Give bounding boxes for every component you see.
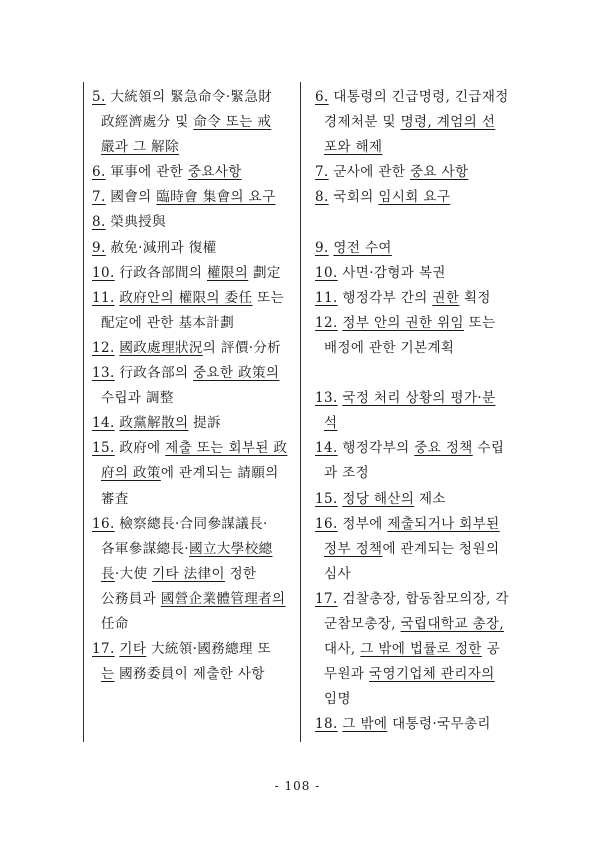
underlined-text: 權限의 [207, 264, 249, 281]
underlined-text: 嚴과 그 解除 [101, 139, 179, 156]
underlined-text: 長 [101, 565, 115, 582]
text-line [315, 562, 525, 587]
underlined-text: 11. [315, 289, 338, 306]
text-line [92, 311, 294, 336]
text-segment: 과 조정 [324, 465, 370, 482]
underlined-text: 15. [92, 440, 115, 457]
underlined-text: 9. [92, 239, 106, 256]
text-line [92, 286, 294, 311]
text-segment: 검찰총장, 합동참모의장, 각 [337, 590, 509, 607]
underlined-text: 13. [92, 365, 115, 382]
text-line [315, 110, 525, 135]
text-segment: 政經濟處分 및 [101, 114, 194, 131]
text-segment: 大統領의 緊急命令·緊急財 [105, 89, 273, 105]
text-segment: 행정각부의 [337, 440, 415, 457]
text-segment: 또는 [252, 289, 285, 306]
underlined-text: 6. [315, 89, 329, 105]
text-line [92, 135, 294, 160]
right-column-new-text [315, 85, 525, 737]
text-segment: 대통령의 긴급명령, 긴급재정 [328, 89, 509, 105]
underlined-text: 7. [92, 189, 106, 206]
underlined-text: 국영기업체 관리자의 [369, 666, 495, 683]
list-item [92, 185, 294, 210]
text-segment: 대통령·국무총리 [387, 716, 491, 733]
list-item [92, 160, 294, 185]
underlined-text: 15. [315, 490, 338, 507]
text-segment: 임명 [324, 691, 351, 708]
list-item [92, 411, 294, 436]
text-line [92, 411, 294, 436]
text-segment: 行政各部間의 [114, 264, 207, 281]
text-segment: 획정 [459, 289, 491, 306]
text-line [92, 461, 294, 486]
list-item [92, 85, 294, 160]
underlined-text: 13. [315, 390, 338, 407]
page-number: - 108 - [274, 779, 321, 793]
text-segment: 또는 [463, 314, 496, 331]
underlined-text: 17. [92, 641, 115, 658]
list-item [315, 311, 525, 361]
underlined-text: 중요사항 [187, 164, 242, 181]
text-segment: 政府에 [114, 440, 166, 457]
text-segment: 審査 [101, 490, 129, 507]
underlined-text: 14. [92, 415, 115, 432]
text-line [315, 587, 525, 612]
underlined-text: 國立大學校總 [189, 540, 273, 557]
list-item [92, 210, 294, 235]
underlined-text: 제출 또는 회부된 政 [165, 440, 288, 457]
text-line [315, 85, 525, 110]
text-line [92, 185, 294, 210]
text-line [315, 261, 525, 286]
text-line [315, 512, 525, 537]
underlined-text: 9. [315, 239, 329, 256]
list-item [315, 286, 525, 311]
text-line [315, 336, 525, 361]
text-segment: 公務員과 [101, 590, 161, 607]
text-line [315, 236, 525, 261]
text-segment: 수립 [472, 440, 505, 457]
underlined-text: 政府안의 權限의 委任 [119, 289, 253, 306]
underlined-text: 11. [92, 289, 115, 306]
list-item [315, 712, 525, 737]
underlined-text: 명령, 계엄의 선 [400, 114, 496, 131]
underlined-text: 포와 해제 [324, 139, 383, 156]
underlined-text: 권한 [432, 289, 460, 306]
underlined-text: 17. [315, 590, 338, 607]
text-segment: 提訴 [188, 415, 221, 432]
underlined-text: 기타 [119, 641, 147, 658]
text-segment: 심사 [324, 565, 351, 582]
list-item [315, 587, 525, 712]
list-item [315, 386, 525, 436]
text-line [92, 436, 294, 461]
text-segment: 大統領·國務總理 또 [146, 641, 272, 658]
text-line [92, 261, 294, 286]
list-item [315, 185, 525, 210]
left-column-old-text [92, 85, 294, 687]
text-line [315, 286, 525, 311]
text-line [92, 637, 294, 662]
list-item [315, 487, 525, 512]
text-segment: 행정각부 간의 [337, 289, 433, 306]
text-line [315, 487, 525, 512]
text-segment: 의 評價·分析 [202, 339, 282, 356]
text-line [92, 210, 294, 235]
list-item [92, 637, 294, 687]
text-line [92, 512, 294, 537]
text-segment: 정부에 [337, 515, 388, 532]
text-segment: 경제처분 및 [324, 114, 401, 131]
list-item [92, 436, 294, 511]
underlined-text: 16. [315, 515, 338, 532]
text-segment: 국회의 [328, 189, 379, 206]
underlined-text: 제출되거나 회부된 [387, 515, 500, 532]
text-segment: 檢察總長·合同參謀議長· [114, 515, 268, 532]
underlined-text: 國營企業體管理者의 [160, 590, 286, 607]
list-item [315, 512, 525, 587]
text-segment: 에 관계되는 請願의 [160, 465, 279, 482]
text-line [92, 587, 294, 612]
underlined-text: 정당 해산의 [342, 490, 415, 507]
list-item [92, 261, 294, 286]
text-line [315, 436, 525, 461]
text-line [92, 562, 294, 587]
text-segment: 제소 [414, 490, 446, 507]
text-line [315, 185, 525, 210]
text-line [92, 386, 294, 411]
text-segment: 榮典授與 [105, 214, 166, 231]
underlined-text: 중요한 政策의 [193, 365, 280, 382]
underlined-text: 6. [92, 164, 106, 181]
text-segment: 정한 [224, 565, 257, 582]
list-item [315, 436, 525, 486]
underlined-text: 그 밖에 [342, 716, 388, 733]
text-line [92, 361, 294, 386]
underlined-text: 정부 정책 [324, 540, 383, 557]
list-item [92, 286, 294, 336]
underlined-text: 18. [315, 716, 338, 733]
text-line [315, 135, 525, 160]
underlined-text: 府의 政策 [101, 465, 161, 482]
underlined-text: 는 [101, 666, 115, 683]
underlined-text: 정부 안의 권한 위임 [342, 314, 464, 331]
text-segment: 國會의 [105, 189, 157, 206]
text-segment: 에 관계되는 청원의 [382, 540, 500, 557]
text-line [92, 612, 294, 637]
text-segment: 공 [481, 641, 501, 658]
text-segment: ·大使 [114, 565, 153, 582]
text-segment: 各軍參謀總長· [101, 540, 190, 557]
underlined-text: 5. [92, 89, 106, 105]
underlined-text: 국정 처리 상황의 평가·분 [342, 390, 496, 407]
underlined-text: 석 [324, 415, 338, 432]
text-segment: 군참모총장, [324, 615, 401, 632]
underlined-text: 14. [315, 440, 338, 457]
underlined-text: 중요 사항 [409, 164, 469, 181]
underlined-text: 7. [315, 164, 329, 181]
text-line [315, 662, 525, 687]
underlined-text: 기타 法律이 [152, 565, 225, 582]
text-line [92, 662, 294, 687]
underlined-text: 영전 수여 [333, 239, 392, 256]
text-line [92, 537, 294, 562]
column-divider [300, 82, 301, 742]
text-segment: 赦免·減刑과 復權 [105, 239, 217, 256]
text-line [315, 386, 525, 411]
text-line [315, 160, 525, 185]
list-item [315, 236, 525, 261]
text-line [92, 85, 294, 110]
text-segment: 군사에 관한 [328, 164, 410, 181]
text-line [315, 311, 525, 336]
text-line [315, 411, 525, 436]
underlined-text: 국립대학교 총장, [400, 615, 505, 632]
underlined-text: 12. [92, 339, 115, 356]
text-segment: 사면·감형과 복권 [337, 264, 446, 281]
text-line [315, 612, 525, 637]
text-line [315, 687, 525, 712]
text-line [92, 110, 294, 135]
text-segment: 國務委員이 제출한 사항 [114, 666, 265, 683]
list-item [92, 336, 294, 361]
underlined-text: 12. [315, 314, 338, 331]
text-segment: 行政各部의 [114, 365, 194, 382]
underlined-text: 命令 또는 戒 [193, 114, 272, 131]
underlined-text: 8. [92, 214, 106, 231]
underlined-text: 임시회 요구 [378, 189, 451, 206]
text-line [315, 637, 525, 662]
list-item [315, 160, 525, 185]
list-item [92, 236, 294, 261]
text-segment: 대사, [324, 641, 361, 658]
underlined-text: 臨時會 集會의 요구 [156, 189, 276, 206]
text-line [315, 461, 525, 486]
text-line [92, 160, 294, 185]
text-line [92, 236, 294, 261]
list-item [315, 85, 525, 160]
underlined-text: 10. [315, 264, 338, 281]
underlined-text: 중요 정책 [414, 440, 473, 457]
underlined-text: 8. [315, 189, 329, 206]
text-line [92, 336, 294, 361]
text-line [315, 537, 525, 562]
text-segment: 軍事에 관한 [105, 164, 188, 181]
text-segment: 무원과 [324, 666, 370, 683]
text-line [92, 487, 294, 512]
text-segment: 任命 [101, 615, 129, 632]
text-segment: 배정에 관한 기본계획 [324, 339, 455, 356]
text-segment: 劃定 [248, 264, 281, 281]
list-item [315, 261, 525, 286]
text-segment: 配定에 관한 基本計劃 [101, 314, 235, 331]
list-item [92, 512, 294, 637]
underlined-text: 政黨解散의 [119, 415, 189, 432]
list-item [92, 361, 294, 411]
text-line [315, 712, 525, 737]
left-column-border [83, 82, 84, 742]
underlined-text: 그 밖에 법률로 정한 [360, 641, 482, 658]
text-segment: 수립과 調整 [101, 390, 174, 407]
underlined-text: 16. [92, 515, 115, 532]
underlined-text: 國政處理狀況 [119, 339, 203, 356]
underlined-text: 10. [92, 264, 115, 281]
